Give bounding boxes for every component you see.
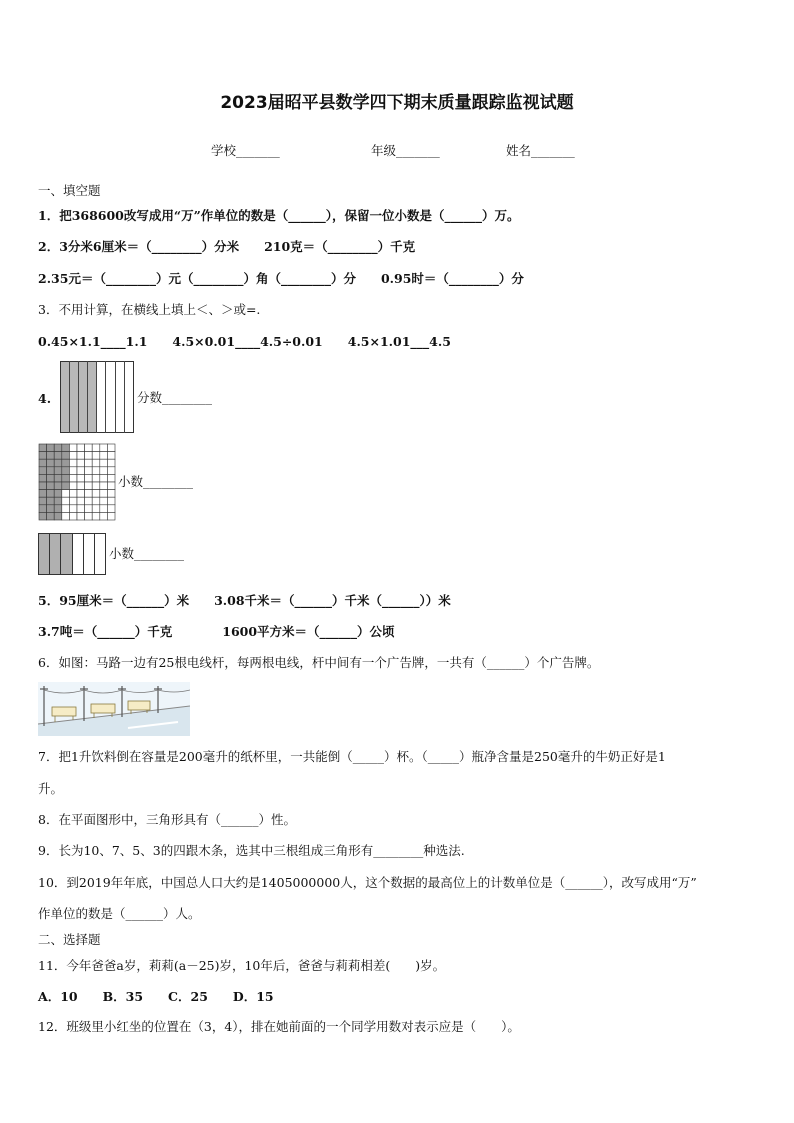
- grid-cell: [77, 497, 85, 505]
- grid-cell: [62, 467, 70, 475]
- grid-cell: [85, 497, 93, 505]
- q4-fraction-label: 分数________: [137, 390, 213, 405]
- grid-cell: [85, 474, 93, 482]
- question-2b: 2.35元＝（________）元（________）角（________）分 0.95时＝（________）分: [38, 271, 524, 286]
- grid-cell: [69, 459, 77, 467]
- grid-cell: [47, 497, 55, 505]
- question-11-options: A．10 B．35 C．25 D．15: [38, 989, 274, 1004]
- grid-cell: [62, 490, 70, 498]
- grid-cell: [107, 452, 115, 460]
- grid-cell: [54, 459, 62, 467]
- grid-cell: [54, 490, 62, 498]
- question-11: 11．今年爸爸a岁，莉莉(a－25)岁，10年后，爸爸与莉莉相差( )岁。: [38, 958, 446, 973]
- grid-cell: [107, 459, 115, 467]
- grid-cell: [39, 482, 47, 490]
- grid-cell: [47, 452, 55, 460]
- grid-cell: [85, 452, 93, 460]
- grid-cell: [54, 474, 62, 482]
- grid-cell: [92, 474, 100, 482]
- grid-cell: [85, 444, 93, 452]
- question-8: 8．在平面图形中，三角形具有（______）性。: [38, 812, 296, 827]
- grid-cell: [100, 474, 108, 482]
- grid-cell: [77, 452, 85, 460]
- grid-cell: [100, 467, 108, 475]
- grid-cell: [77, 482, 85, 490]
- grid-cell: [62, 452, 70, 460]
- question-5a: 5．95厘米＝（______）米 3.08千米＝（______）千米（______））米: [38, 593, 451, 608]
- grid-cell: [107, 505, 115, 513]
- grid-cell: [62, 459, 70, 467]
- six-part-strip-figure: [38, 533, 106, 575]
- question-7b: 升。: [38, 781, 64, 796]
- grid-cell: [69, 467, 77, 475]
- grid-cell: [39, 444, 47, 452]
- grid-cell: [100, 512, 108, 520]
- grid-cell: [62, 512, 70, 520]
- grid-cell: [54, 452, 62, 460]
- section-choice-heading: 二、选择题: [38, 932, 101, 947]
- grid-cell: [39, 467, 47, 475]
- grid-cell: [92, 497, 100, 505]
- grid-cell: [92, 505, 100, 513]
- grid-cell: [54, 505, 62, 513]
- grid-cell: [69, 474, 77, 482]
- grid-cell: [47, 467, 55, 475]
- grid-cell: [39, 497, 47, 505]
- grid-cell: [107, 467, 115, 475]
- question-1: 1．把368600改写成用“万”作单位的数是（______），保留一位小数是（______）万。: [38, 208, 520, 223]
- grid-cell: [39, 512, 47, 520]
- grid-cell: [47, 512, 55, 520]
- grid-cell: [100, 505, 108, 513]
- question-9: 9．长为10、7、5、3的四跟木条，选其中三根组成三角形有________种选法.: [38, 843, 465, 858]
- grade-field: 年级_______: [371, 143, 440, 158]
- name-field: 姓名_______: [506, 143, 575, 158]
- grid-cell: [54, 512, 62, 520]
- question-3b: 0.45×1.1____1.1 4.5×0.01____4.5÷0.01 4.5×1.01___4.5: [38, 334, 451, 349]
- grid-cell: [47, 505, 55, 513]
- grid-cell: [92, 490, 100, 498]
- grid-cell: [62, 482, 70, 490]
- grid-cell: [77, 459, 85, 467]
- grid-cell: [100, 452, 108, 460]
- grid-cell: [47, 459, 55, 467]
- grid-cell: [69, 490, 77, 498]
- grid-cell: [77, 444, 85, 452]
- q4-decimal-label-2: 小数________: [109, 546, 185, 561]
- grid-cell: [100, 459, 108, 467]
- road-billboard-illustration: [38, 682, 190, 736]
- question-12: 12．班级里小红坐的位置在（3，4），排在她前面的一个同学用数对表示应是（ ）。: [38, 1019, 520, 1034]
- grid-cell: [77, 467, 85, 475]
- grid-cell: [54, 444, 62, 452]
- grid-cell: [92, 459, 100, 467]
- grid-cell: [107, 497, 115, 505]
- grid-cell: [69, 444, 77, 452]
- grid-cell: [92, 452, 100, 460]
- question-5b: 3.7吨＝（______）千克 1600平方米＝（______）公顷: [38, 624, 395, 639]
- grid-cell: [69, 482, 77, 490]
- grid-cell: [47, 444, 55, 452]
- grid-cell: [85, 505, 93, 513]
- question-10a: 10．到2019年年底，中国总人口大约是1405000000人，这个数据的最高位上的计数单位是（______），改写成用“万”: [38, 875, 697, 890]
- grid-cell: [100, 490, 108, 498]
- grid-cell: [92, 467, 100, 475]
- grid-cell: [69, 505, 77, 513]
- grid-cell: [69, 512, 77, 520]
- grid-cell: [100, 444, 108, 452]
- grid-cell: [107, 490, 115, 498]
- grid-cell: [107, 474, 115, 482]
- grid-cell: [39, 459, 47, 467]
- grid-cell: [47, 490, 55, 498]
- grid-cell: [62, 444, 70, 452]
- grid-cell: [39, 505, 47, 513]
- grid-cell: [47, 474, 55, 482]
- grid-cell: [100, 482, 108, 490]
- grid-cell: [69, 497, 77, 505]
- grid-cell: [39, 490, 47, 498]
- grid-cell: [100, 497, 108, 505]
- grid-cell: [77, 512, 85, 520]
- grid-cell: [107, 512, 115, 520]
- grid-cell: [77, 505, 85, 513]
- grid-cell: [39, 474, 47, 482]
- hundred-grid-figure: [38, 443, 116, 521]
- school-field: 学校_______: [211, 143, 280, 158]
- grid-cell: [77, 490, 85, 498]
- grid-cell: [85, 459, 93, 467]
- grid-cell: [92, 512, 100, 520]
- grid-cell: [54, 467, 62, 475]
- question-10b: 作单位的数是（______）人。: [38, 906, 201, 921]
- question-7a: 7．把1升饮料倒在容量是200毫升的纸杯里，一共能倒（_____）杯。（_____）瓶净含量是250毫升的牛奶正好是1: [38, 749, 666, 764]
- page-title: 2023届昭平县数学四下期末质量跟踪监视试题: [220, 93, 574, 113]
- grid-cell: [107, 482, 115, 490]
- question-2a: 2．3分米6厘米＝（________）分米 210克＝（________）千克: [38, 239, 416, 254]
- fraction-strip-figure: [60, 361, 134, 433]
- grid-cell: [54, 497, 62, 505]
- grid-cell: [85, 490, 93, 498]
- grid-cell: [39, 452, 47, 460]
- grid-cell: [62, 497, 70, 505]
- grid-cell: [107, 444, 115, 452]
- grid-cell: [77, 474, 85, 482]
- grid-cell: [54, 482, 62, 490]
- grid-cell: [92, 444, 100, 452]
- question-6: 6．如图：马路一边有25根电线杆，每两根电线，杆中间有一个广告牌，一共有（______）个广告牌。: [38, 655, 600, 670]
- question-3: 3．不用计算，在横线上填上＜、＞或=.: [38, 302, 261, 317]
- q4-decimal-label-1: 小数________: [118, 474, 194, 489]
- question-4-number: 4.: [38, 391, 52, 406]
- grid-cell: [62, 474, 70, 482]
- grid-cell: [62, 505, 70, 513]
- grid-cell: [47, 482, 55, 490]
- grid-cell: [69, 452, 77, 460]
- grid-cell: [85, 482, 93, 490]
- section-fill-heading: 一、填空题: [38, 183, 101, 198]
- grid-cell: [92, 482, 100, 490]
- grid-cell: [85, 467, 93, 475]
- grid-cell: [85, 512, 93, 520]
